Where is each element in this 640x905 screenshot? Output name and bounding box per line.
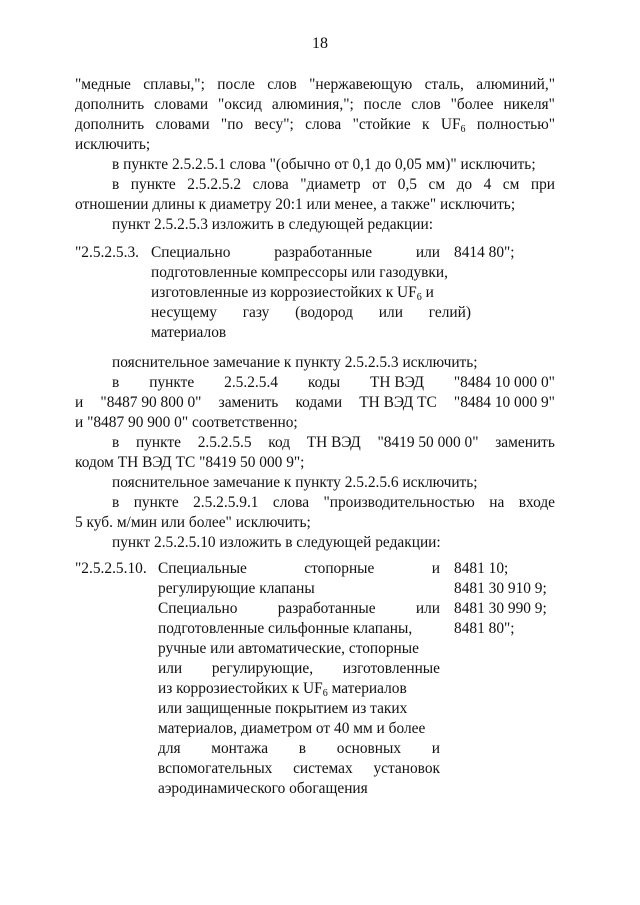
entry-1-desc-line-5: материалов <box>151 324 227 341</box>
word: монтажа <box>211 740 269 757</box>
word: ТН ВЭД ТС <box>359 394 437 411</box>
word: заменить <box>495 434 555 451</box>
word: регулирующие, <box>211 660 314 677</box>
word: Специально <box>158 600 238 617</box>
word: весу"; <box>254 116 294 133</box>
word: "диаметр <box>300 176 361 193</box>
word: "более <box>450 96 494 113</box>
desc-text: изготовленные из коррозиестойких к UF <box>151 284 417 301</box>
word: 4 <box>483 176 492 193</box>
word: полностью" <box>476 116 555 133</box>
word: 2.5.2.5.4 <box>224 374 278 391</box>
entry-1-desc-line-2: подготовленные компрессоры или газодувки, <box>151 264 448 281</box>
word: пункте <box>135 434 181 451</box>
intro-line-7: отношении длины к диаметру 20:1 или менее, а также" исключить; <box>75 196 516 213</box>
word: дополнить <box>75 96 145 113</box>
intro-line-5: в пункте 2.5.2.5.1 слова "(обычно от 0,1 до 0,05 мм)" исключить; <box>112 156 536 173</box>
word: "медные <box>75 76 131 93</box>
word: пункте <box>149 374 195 391</box>
entry-2-desc-line-8: или защищенные покрытием из таких <box>158 700 408 717</box>
word: Специальные <box>158 560 247 577</box>
word: стопорные <box>304 560 375 577</box>
desc-text-end: материалов <box>327 680 407 697</box>
entry-2-desc-line-10 <box>158 739 440 758</box>
word: алюминия,"; <box>271 96 354 113</box>
word: 2.5.2.5.9.1 <box>193 494 259 511</box>
word: заменить <box>218 394 279 411</box>
intro-line-1 <box>75 75 555 94</box>
word: системах <box>293 760 353 777</box>
word: разработанные <box>277 600 376 617</box>
subscript-6: 6 <box>322 688 328 699</box>
word: "8484 10 000 9" <box>453 394 555 411</box>
word: или <box>158 660 183 677</box>
word: сплавы,"; <box>143 76 205 93</box>
word: и <box>75 394 84 411</box>
entry-2-number: "2.5.2.5.10. <box>75 560 147 577</box>
word: до <box>456 176 473 193</box>
word: при <box>530 176 555 193</box>
entry-2-desc-line-12: аэродинамического обогащения <box>158 780 368 797</box>
entry-2-desc-line-3 <box>158 599 440 618</box>
word: никеля" <box>503 96 555 113</box>
word: газу <box>242 304 270 321</box>
word: коды <box>307 374 341 391</box>
word: словами <box>154 96 209 113</box>
word: слова <box>272 494 310 511</box>
desc-text: из коррозиестойких к UF <box>158 680 323 697</box>
word: (водород <box>295 304 353 321</box>
word: установок <box>373 760 440 777</box>
word: изготовленные <box>342 660 440 677</box>
word: или <box>415 600 440 617</box>
word: или <box>378 304 403 321</box>
entry-1-desc-line-1 <box>151 243 440 262</box>
entry-2-code-1: 8481 10; <box>454 560 509 577</box>
subscript-6: 6 <box>460 124 466 135</box>
word: для <box>158 740 181 757</box>
middle-line-2 <box>112 373 555 392</box>
word: "нержавеющую <box>309 76 413 93</box>
entry-2-desc-line-11 <box>158 759 440 778</box>
word: словами <box>155 116 210 133</box>
word: Специально <box>151 244 231 261</box>
entry-2-code-4: 8481 80"; <box>454 620 515 637</box>
word: после <box>217 76 255 93</box>
word: "производительностью <box>323 494 475 511</box>
word: слова <box>305 116 342 133</box>
word: "8484 10 000 0" <box>453 374 555 391</box>
intro-line-4: исключить; <box>75 136 151 153</box>
word: см <box>428 176 446 193</box>
word: код <box>268 434 291 451</box>
word: "8419 50 000 0" <box>377 434 479 451</box>
entry-2-desc-line-6 <box>158 659 440 678</box>
word: гелий) <box>428 304 471 321</box>
word: ТН ВЭД <box>306 434 361 451</box>
desc-text-end: и <box>421 284 434 301</box>
entry-2-desc-line-5: ручные или автоматические, стопорные <box>158 640 419 657</box>
uf-text: UF <box>440 116 461 133</box>
word: несущему <box>151 304 217 321</box>
word: слова <box>252 176 289 193</box>
word: к <box>422 116 430 133</box>
entry-1-number: "2.5.2.5.3. <box>75 244 139 261</box>
subscript-6: 6 <box>416 292 422 303</box>
word: сталь, <box>424 76 464 93</box>
word: ТН ВЭД <box>369 374 424 391</box>
word: слов <box>267 76 297 93</box>
page-number: 18 <box>312 35 328 52</box>
word: дополнить <box>75 116 145 133</box>
word: на <box>489 494 505 511</box>
word: вспомогательных <box>158 760 273 777</box>
middle-line-7: пояснительное замечание к пункту 2.5.2.5.6 исключить; <box>112 474 478 491</box>
word: основных <box>336 740 402 757</box>
middle-line-10: пункт 2.5.2.5.10 изложить в следующей редакции: <box>112 534 441 551</box>
word: после <box>363 96 402 113</box>
middle-line-5 <box>112 433 555 452</box>
word: или <box>415 244 440 261</box>
word: 2.5.2.5.5 <box>197 434 252 451</box>
word: кодами <box>295 394 343 411</box>
entry-1-desc-line-3 <box>151 283 434 302</box>
word: "стойкие <box>352 116 411 133</box>
word: и <box>431 740 440 757</box>
word: см <box>502 176 520 193</box>
word: в <box>298 740 307 757</box>
entry-2-desc-line-4: подготовленные сильфонные клапаны, <box>158 620 413 637</box>
word: 2.5.2.5.2 <box>187 176 242 193</box>
middle-line-4: и "8487 90 900 0" соответственно; <box>75 414 298 431</box>
word: 0,5 <box>397 176 418 193</box>
entry-1-code: 8414 80"; <box>454 244 515 261</box>
middle-line-6: кодом ТН ВЭД ТС "8419 50 000 9"; <box>75 454 305 471</box>
middle-line-8 <box>112 493 555 512</box>
entry-1-desc-line-4 <box>151 303 471 322</box>
word: "8487 90 800 0" <box>100 394 202 411</box>
word: алюминий," <box>476 76 555 93</box>
word: слов <box>411 96 441 113</box>
word: в <box>112 494 120 511</box>
intro-line-2 <box>75 95 555 114</box>
intro-line-3 <box>75 115 555 134</box>
word: и <box>431 560 440 577</box>
word: от <box>372 176 387 193</box>
entry-2-desc-line-7 <box>158 679 407 698</box>
word: в <box>112 176 120 193</box>
middle-line-9: 5 куб. м/мин или более" исключить; <box>75 514 311 531</box>
entry-2-code-3: 8481 30 990 9; <box>454 600 547 617</box>
intro-line-6 <box>112 175 555 194</box>
word: входе <box>518 494 555 511</box>
word: пункте <box>133 494 179 511</box>
word: в <box>112 434 120 451</box>
middle-line-1: пояснительное замечание к пункту 2.5.2.5.3 исключить; <box>112 354 478 371</box>
intro-line-8: пункт 2.5.2.5.3 изложить в следующей редакции: <box>112 216 433 233</box>
uf6-formula <box>441 115 466 134</box>
word: разработанные <box>274 244 373 261</box>
entry-2-desc-line-9: материалов, диаметром от 40 мм и более <box>158 720 426 737</box>
word: "по <box>220 116 244 133</box>
entry-2-desc-line-1 <box>158 559 440 578</box>
middle-line-3 <box>75 393 555 412</box>
entry-2-code-2: 8481 30 910 9; <box>454 580 547 597</box>
entry-2-desc-line-2: регулирующие клапаны <box>158 580 315 597</box>
word: в <box>112 374 120 391</box>
word: "оксид <box>218 96 262 113</box>
word: пункте <box>130 176 176 193</box>
